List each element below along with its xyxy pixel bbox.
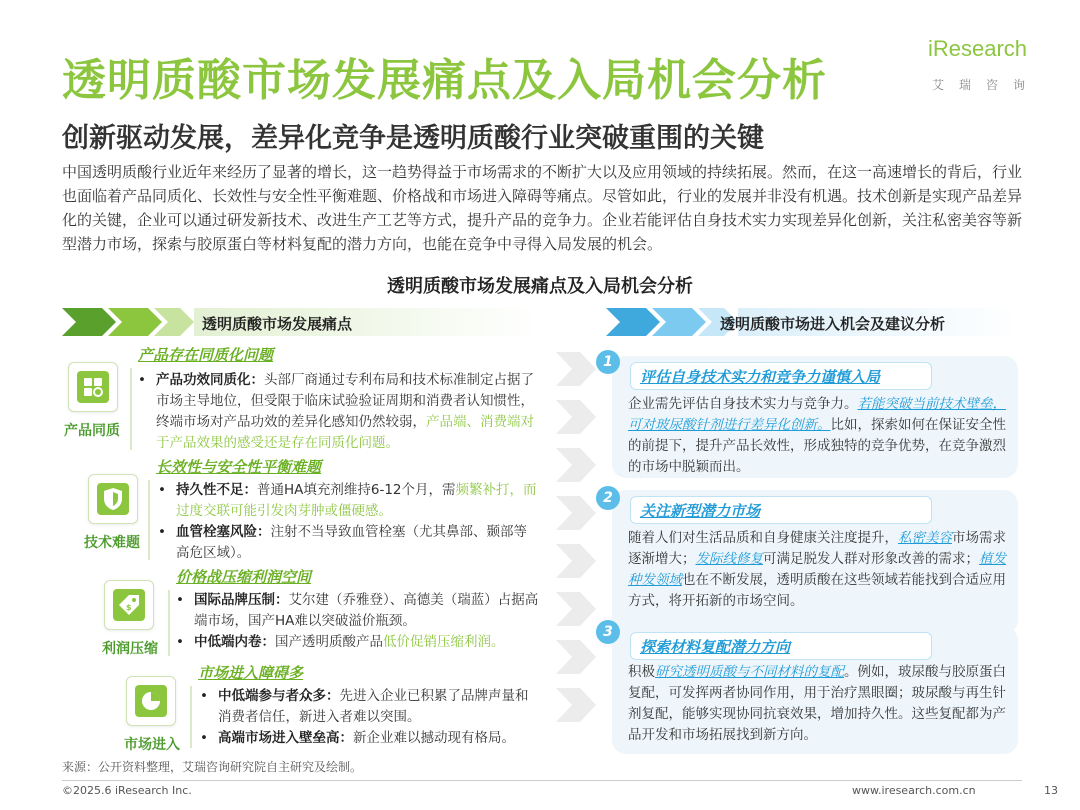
logo-brand: iResearch: [928, 36, 1028, 61]
pain-point-label: 利润压缩: [102, 641, 158, 657]
logo-subtitle: 艾瑞咨询: [932, 78, 1041, 92]
bullet-dot: •: [176, 634, 184, 650]
bullet-text: 新企业难以撼动现有格局。: [353, 730, 515, 746]
card-highlight: 研究透明质酸与不同材料的复配: [655, 664, 844, 680]
bullet-text: 头部厂商通过专利布局和技术标准制定占据了市场主导地位，但受限于临床试验验证周期和消费者认知惯性，终端市场对产品功效的差异化感知仍然较弱，: [156, 372, 534, 430]
arrow-right-icon: [556, 496, 596, 530]
bullet-dot: •: [200, 730, 208, 746]
bullet-text: 先进入企业已积累了品牌声量和消费者信任，新进入者难以突围。: [218, 688, 529, 725]
pie-chart-icon: [135, 685, 167, 717]
diagram-title: 透明质酸市场发展痛点及入局机会分析: [387, 276, 693, 297]
pain-point-label: 技术难题: [84, 535, 140, 551]
bullet-dot: •: [158, 482, 166, 498]
card-highlight: 若能突破当前技术壁垒，可对玻尿酸针剂进行差异化创新。: [628, 396, 1006, 433]
page-subtitle: 创新驱动发展，差异化竞争是透明质酸行业突破重围的关键: [62, 123, 764, 154]
bullet-text: 普通HA填充剂维持6-12个月，需: [257, 482, 456, 498]
pain-point-title: 长效性与安全性平衡难题: [156, 458, 322, 476]
pain-point-bracket: [148, 480, 150, 560]
pain-point-bullet: [218, 728, 540, 749]
pain-point-title: 产品存在同质化问题: [138, 346, 274, 364]
arrow-right-icon: [556, 592, 596, 626]
left-header-text: 透明质酸市场发展痛点: [202, 315, 353, 333]
card-body: [628, 662, 1006, 746]
arrow-right-icon: [556, 352, 596, 386]
pain-point-title: 市场进入障碍多: [198, 664, 304, 682]
card-text: 市场需求逐渐增大；: [628, 530, 1006, 567]
footer-divider: [62, 780, 1022, 781]
step-number: 1: [596, 350, 620, 374]
bullet-dot: •: [200, 688, 208, 704]
iresearch-logo: [928, 36, 1052, 98]
website-link[interactable]: www.iresearch.com.cn: [852, 784, 976, 797]
step-number: 3: [596, 620, 620, 644]
pain-point-bullet: [156, 370, 540, 454]
arrow-right-icon: [556, 544, 596, 578]
source-note: 来源：公开资料整理，艾瑞咨询研究院自主研究及绘制。: [62, 760, 363, 774]
card-title: 关注新型潜力市场: [640, 502, 761, 520]
bullet-bold: 高端市场进入壁垒高：: [218, 730, 353, 746]
arrow-right-icon: [556, 640, 596, 674]
pain-point-bullet: [176, 522, 540, 564]
card-text: 企业需先评估自身技术实力与竞争力。: [628, 396, 858, 412]
pain-point-bracket: [190, 686, 192, 748]
shield-icon: [97, 483, 129, 515]
card-highlight: 私密美容: [898, 530, 952, 546]
card-text: 积极: [628, 664, 655, 680]
pain-point-icon-box: [68, 362, 118, 412]
pain-point-bracket: [168, 590, 170, 656]
card-text: 随着人们对生活品质和自身健康关注度提升，: [628, 530, 898, 546]
card-text: 也在不断发展，透明质酸在这些领域若能找到合适应用方式，将开拓新的市场空间。: [628, 572, 1006, 609]
bullet-dot: •: [138, 372, 146, 388]
pain-point-label: 市场进入: [124, 737, 180, 753]
page-title: 透明质酸市场发展痛点及入局机会分析: [62, 55, 827, 106]
card-title: 探索材料复配潜力方向: [640, 638, 791, 656]
card-title: 评估自身技术实力和竞争力谨慎入局: [640, 368, 881, 386]
left-header-chevron-icon: [62, 308, 194, 336]
pain-point-label: 产品同质: [64, 423, 120, 439]
step-number: 2: [596, 486, 620, 510]
right-header-text: 透明质酸市场进入机会及建议分析: [720, 315, 946, 333]
bullet-bold: 中低端参与者众多：: [218, 688, 340, 704]
bullet-bold: 中低端内卷：: [194, 634, 275, 650]
bullet-dot: •: [158, 524, 166, 540]
pain-point-icon-box: [126, 676, 176, 726]
pain-point-bullet: [194, 632, 540, 653]
pain-point-icon-box: [88, 474, 138, 524]
card-text: 可满足脱发人群对形象改善的需求；: [763, 551, 979, 567]
intro-paragraph: 中国透明质酸行业近年来经历了显著的增长，这一趋势得益于市场需求的不断扩大以及应用领域的持续拓展。然而，在这一高速增长的背后，行业也面临着产品同质化、长效性与安全性平衡难题、价格战和市场进入障碍等痛点。尽管如此，行业的发展并非没有机遇。技术创新是实现产品差异化的关键，企业可以通过研发新技术、改进生产工艺等方式，提升产品的竞争力。企业若能评估自身技术实力实现差异化创新，关注私密美容等新型潜力市场，探索与胶原蛋白等材料复配的潜力方向，也能在竞争中寻得入局发展的机会。: [62, 163, 1023, 253]
card-text: 比如，探索如何在保证安全性的前提下，提升产品长效性，形成独特的竞争优势，在竞争激烈的市场中脱颖而出。: [628, 417, 1006, 475]
card-body: [628, 394, 1006, 478]
bullet-text: 国产透明质酸产品: [275, 634, 383, 650]
arrow-right-icon: [556, 400, 596, 434]
pain-point-bullet: [218, 686, 540, 728]
pain-point-title: 价格战压缩利润空间: [176, 568, 312, 586]
bullet-highlight: 产品端、消费端对于产品效果的感受还是存在同质化问题。: [156, 414, 534, 451]
card-highlight: 发际线修复: [695, 551, 763, 567]
bullet-highlight: 低价促销压缩利润。: [383, 634, 505, 650]
pain-point-icon-box: [104, 580, 154, 630]
price-tag-icon: [113, 589, 145, 621]
bullet-bold: 国际品牌压制：: [194, 592, 289, 608]
bullet-bold: 持久性不足：: [176, 482, 257, 498]
bullet-bold: 血管栓塞风险：: [176, 524, 271, 540]
card-text: 。例如，玻尿酸与胶原蛋白复配，可发挥两者协同作用，用于治疗黑眼圈；玻尿酸与再生针剂复配，能够实现协同抗衰效果，增加持久性。这些复配都为产品开发和市场拓展找到新方向。: [628, 664, 1006, 743]
arrow-right-icon: [556, 688, 596, 722]
bullet-bold: 产品功效同质化：: [156, 372, 264, 388]
pain-point-bracket: [130, 368, 132, 450]
svg-text:$: $: [126, 603, 132, 612]
bullet-text: 注射不当导致血管栓塞（尤其鼻部、颞部等高危区域）。: [176, 524, 527, 561]
card-highlight: 植发种发领域: [628, 551, 1006, 588]
puzzle-icon: [77, 371, 109, 403]
card-body: [628, 528, 1006, 612]
arrow-right-icon: [556, 448, 596, 482]
pain-point-bullet: [194, 590, 540, 632]
pain-point-bullet: [176, 480, 540, 522]
copyright: ©2025.6 iResearch Inc.: [62, 784, 192, 797]
bullet-highlight: 频繁补打，而过度交联可能引发肉芽肿或僵硬感。: [176, 482, 537, 519]
right-header-chevron-icon: [606, 308, 738, 336]
bullet-dot: •: [176, 592, 184, 608]
page-number: 13: [1044, 784, 1058, 797]
bullet-text: 艾尔建（乔雅登）、高德美（瑞蓝）占据高端市场，国产HA难以突破溢价瓶颈。: [194, 592, 539, 629]
